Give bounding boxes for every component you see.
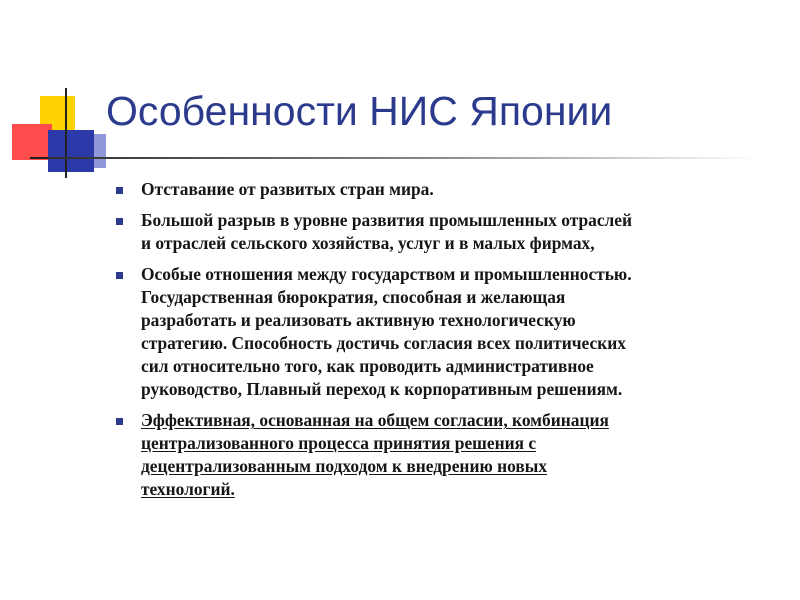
square-bullet-icon: [116, 418, 123, 425]
bullet-text-underlined: Эффективная, основанная на общем согласии, комбинация централизованного процесса принятия решения с децентрализованным подходом к внедрению новых технологий.: [141, 410, 609, 499]
bullet-item: [113, 409, 773, 501]
slide-title: Особенности НИС Японии: [106, 88, 613, 134]
blue-square-fade: [94, 134, 106, 168]
square-bullet-icon: [116, 272, 123, 279]
bullet-text: Большой разрыв в уровне развития промышленных отраслей и отраслей сельского хозяйства, услуг и в малых фирмах,: [141, 210, 633, 253]
colored-squares-decoration-icon: [0, 0, 120, 190]
red-square: [12, 124, 52, 160]
bullet-list: [113, 178, 773, 509]
square-bullet-icon: [116, 187, 123, 194]
bullet-text: Отставание от развитых стран мира.: [141, 179, 434, 199]
bullet-item: [113, 178, 773, 201]
bullet-item: [113, 209, 773, 255]
title-divider: [48, 157, 758, 159]
bullet-text: Особые отношения между государством и промышленностью. Государственная бюрократия, способная и желающая разработать и реализовать активную технологическую стратегию. Способность достичь согласия всех политических сил относительно того, как проводить административное руководство, Плавный переход к корпоративным решениям.: [141, 264, 632, 399]
square-bullet-icon: [116, 218, 123, 225]
bullet-item: [113, 263, 773, 401]
blue-square: [48, 130, 94, 172]
